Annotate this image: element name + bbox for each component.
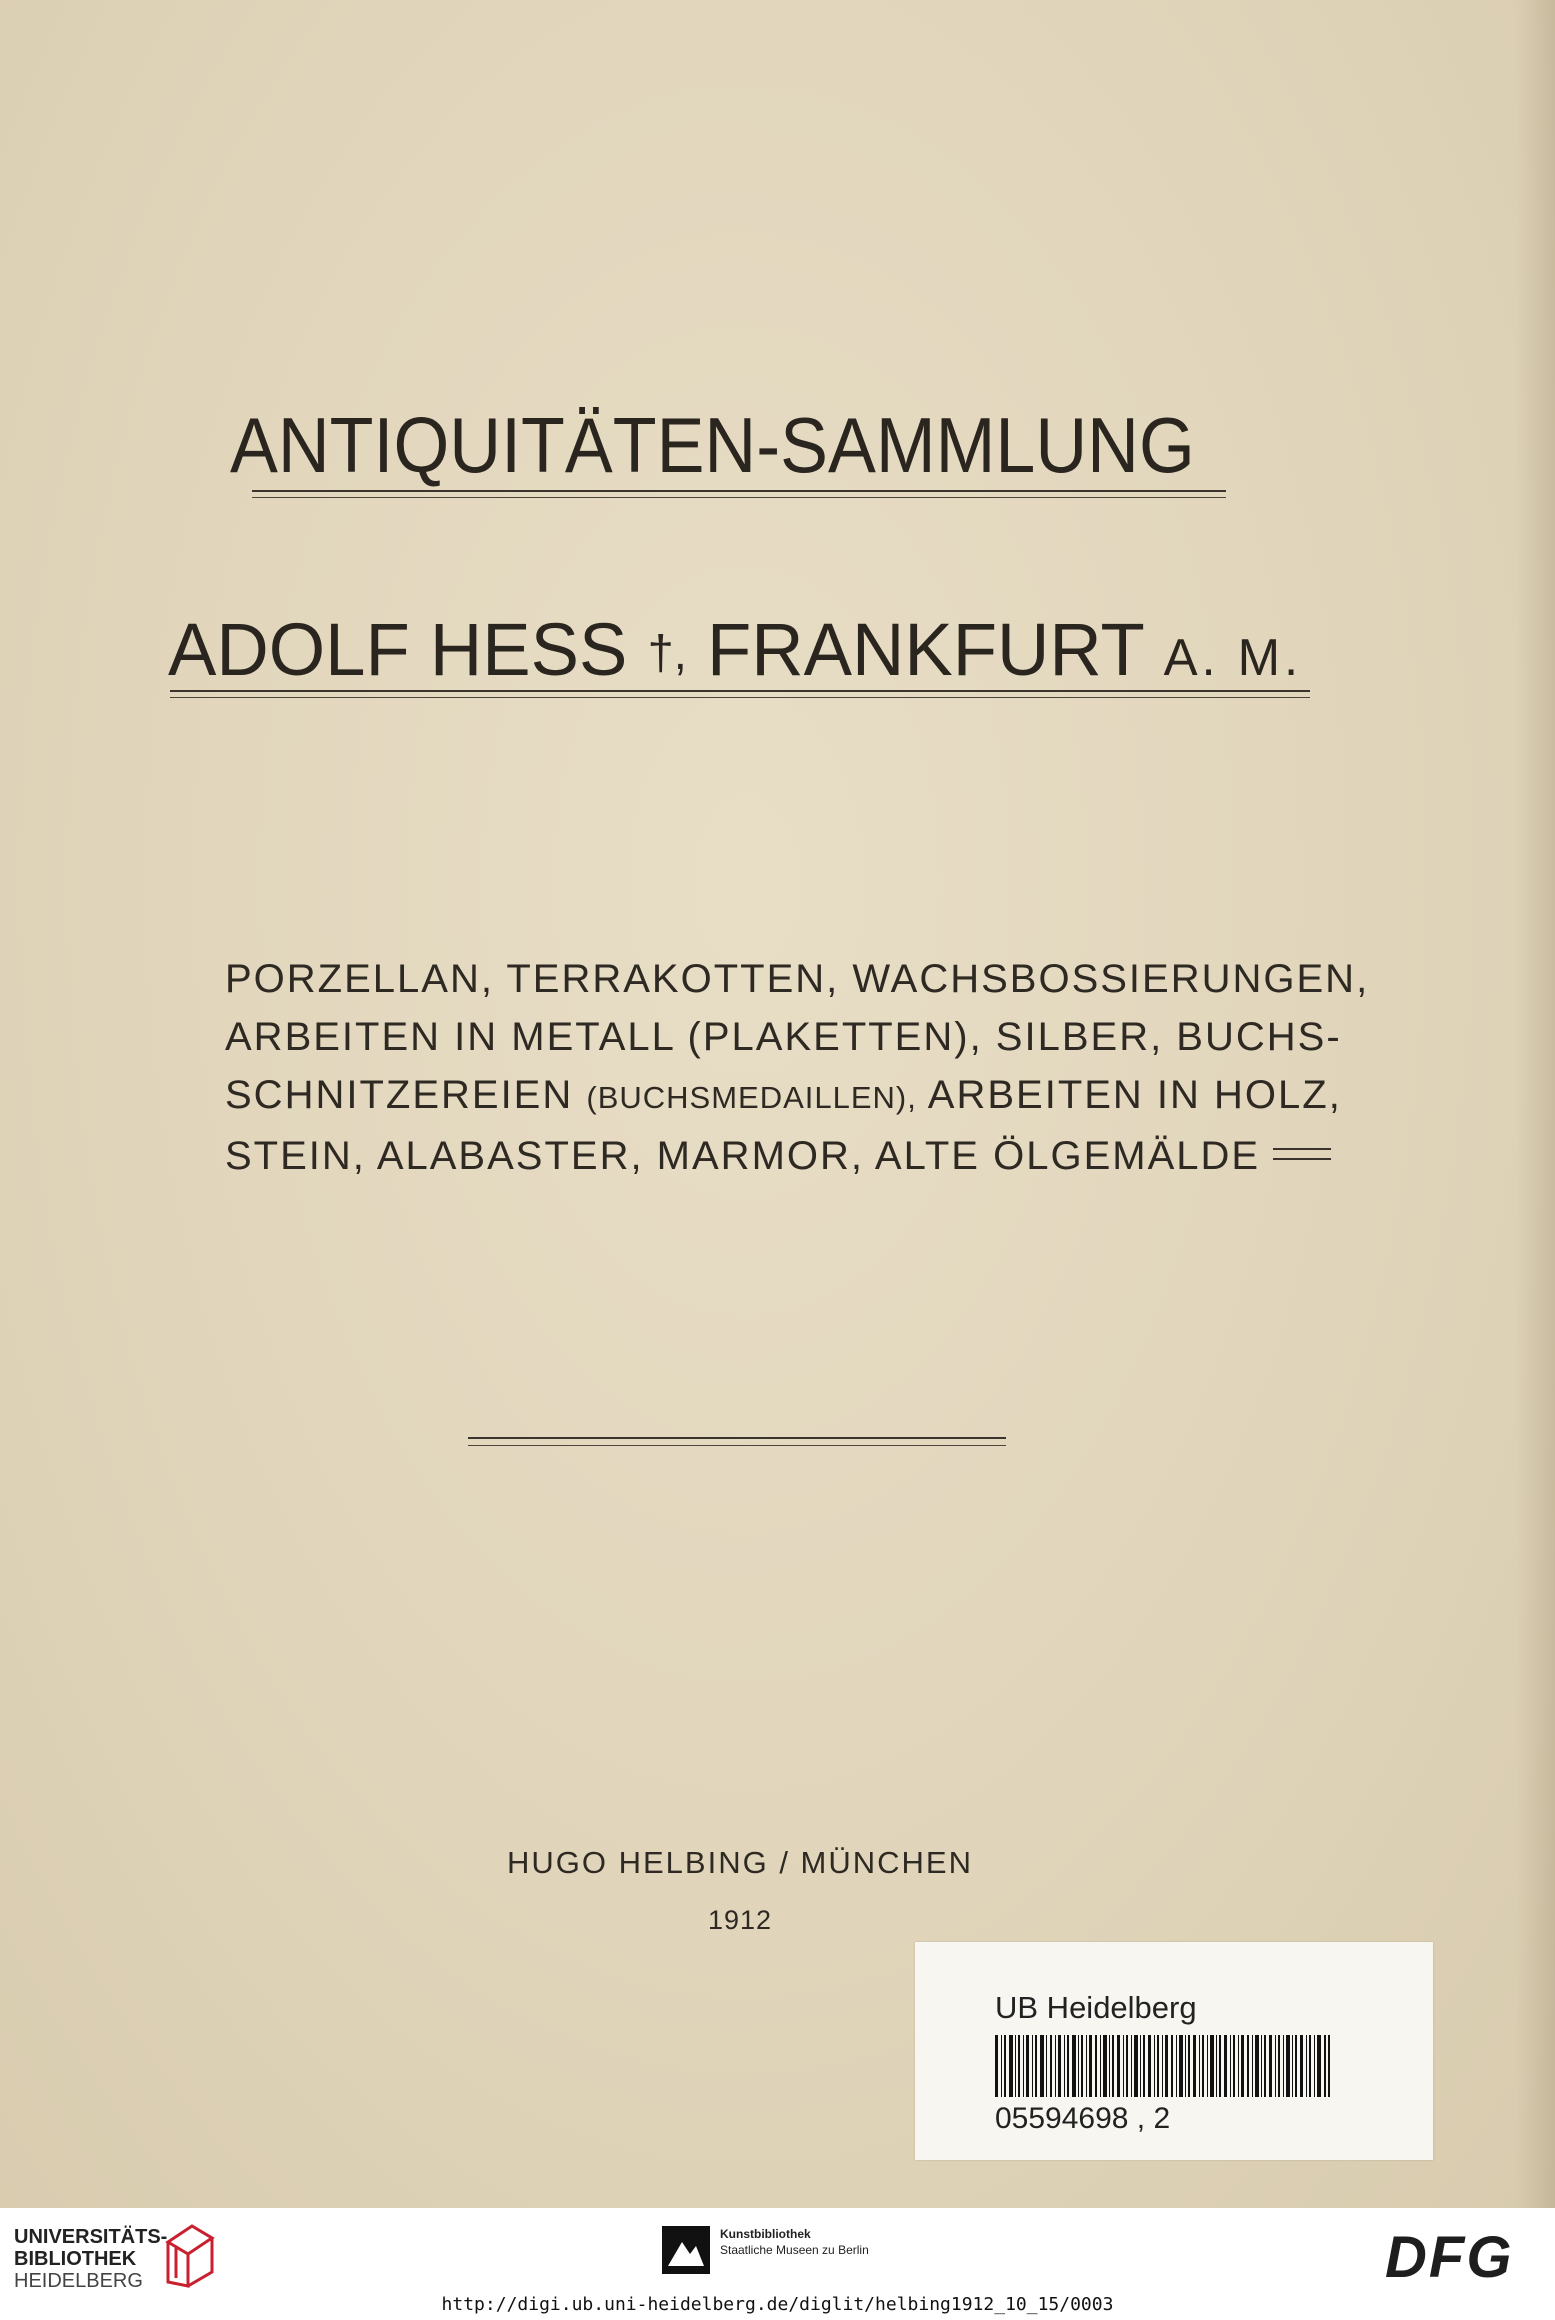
barcode-icon — [995, 2035, 1330, 2097]
owner-name: ADOLF HESS — [168, 608, 628, 691]
uni-heidelberg-logo-icon[interactable] — [160, 2220, 218, 2288]
deceased-mark: †, — [647, 627, 687, 680]
kunstbibliothek-logo-icon[interactable] — [662, 2226, 710, 2274]
description-line-3a: SCHNITZEREIEN — [225, 1073, 574, 1117]
contents-description — [225, 950, 1370, 1185]
publisher: HUGO HELBING / MÜNCHEN — [507, 1845, 973, 1880]
separator-rule-top — [468, 1437, 1006, 1439]
title-owner — [168, 600, 1344, 710]
permalink-url[interactable]: http://digi.ub.uni-heidelberg.de/diglit/helbing1912_10_15/0003 — [441, 2294, 1114, 2315]
description-line-1: PORZELLAN, TERRAKOTTEN, WACHSBOSSIERUNGEN, — [225, 957, 1370, 1001]
description-line-2: ARBEITEN IN METALL (PLAKETTEN), SILBER, BUCHS- — [225, 1015, 1342, 1059]
description-line-4 — [225, 1127, 1265, 1185]
uni-line-3: HEIDELBERG — [14, 2270, 143, 2292]
description-line-3c: ARBEITEN IN HOLZ, — [927, 1073, 1342, 1117]
title-collection: ANTIQUITÄTEN-SAMMLUNG — [230, 401, 1195, 489]
library-label — [915, 1942, 1433, 2160]
title2-underline-bottom — [170, 697, 1310, 698]
description-line-3b: (BUCHSMEDAILLEN), — [586, 1080, 917, 1115]
kb-line-2: Staatliche Museen zu Berlin — [720, 2243, 869, 2257]
title2-underline-top — [170, 690, 1310, 692]
uni-line-1: UNIVERSITÄTS- — [14, 2226, 168, 2248]
shelf-number: 05594698 , 2 — [995, 2102, 1171, 2135]
kb-line-1: Kunstbibliothek — [720, 2227, 811, 2241]
page-edge-shadow — [1515, 0, 1555, 2208]
owner-city: FRANKFURT — [706, 608, 1144, 691]
description-line-4-text: STEIN, ALABASTER, MARMOR, ALTE ÖLGEMÄLDE — [225, 1134, 1261, 1178]
title1-underline-bottom — [252, 497, 1226, 498]
uni-line-2: BIBLIOTHEK — [14, 2248, 137, 2270]
uni-library-name — [14, 2226, 167, 2292]
description-line-3 — [225, 1066, 1342, 1127]
library-name: UB Heidelberg — [995, 1990, 1197, 2025]
publication-year: 1912 — [707, 1905, 773, 1935]
double-dash-ornament — [1273, 1148, 1331, 1160]
city-suffix: A. M. — [1163, 629, 1303, 687]
separator-rule-bottom — [468, 1445, 1006, 1446]
kunstbibliothek-text — [720, 2226, 869, 2258]
title1-underline-top — [252, 490, 1226, 492]
dfg-logo[interactable]: DFG — [1385, 2225, 1514, 2290]
